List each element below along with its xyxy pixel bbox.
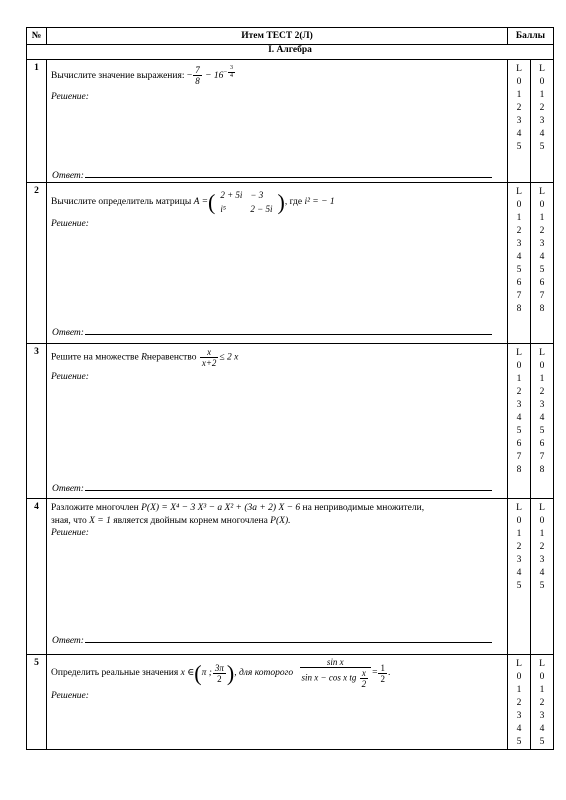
solution-label: Решение: — [51, 92, 89, 103]
answer-line[interactable]: Ответ: — [52, 168, 499, 181]
header-score: Баллы — [508, 28, 554, 45]
question-text: Вычислите определитель матрицы A =( 2 + 5i − 3 i⁵ 2 − 5i ), где i² = − 1 — [51, 187, 503, 217]
score-column-b: L 0 1 2 3 4 5 — [531, 499, 554, 655]
answer-line[interactable]: Ответ: — [52, 633, 499, 646]
answer-line[interactable]: Ответ: — [52, 481, 499, 494]
question-number: 3 — [27, 344, 47, 499]
question-cell — [47, 499, 508, 655]
question-text: Разложите многочлен P(X) = X⁴ − 3 X³ − a X² + (3a + 2) X − 6 на неприводимые множители, зная, что X = 1 является двойным корнем многочлена P(X). — [51, 503, 425, 526]
score-column-a: L 0 1 2 3 4 5 — [508, 499, 531, 655]
score-column-a: L 0 1 2 3 4 5 6 7 8 — [508, 183, 531, 344]
question-row-4 — [27, 499, 554, 655]
section-row — [27, 45, 554, 60]
section-title: I. Алгебра — [27, 45, 554, 60]
solution-label: Решение: — [51, 219, 89, 229]
fraction: $\frac{7}{8}$ — [195, 65, 200, 87]
solution-label: Решение: — [51, 691, 89, 701]
question-cell — [47, 183, 508, 344]
matrix: 2 + 5i − 3 i⁵ 2 − 5i — [220, 190, 273, 214]
question-row-5 — [27, 655, 554, 750]
question-number: 5 — [27, 655, 47, 750]
score-column-a: L 0 1 2 3 4 5 — [508, 60, 531, 183]
score-column-b: L 0 1 2 3 4 5 — [531, 60, 554, 183]
test-table — [26, 27, 554, 750]
question-row-1 — [27, 60, 554, 183]
score-column-b: L 0 1 2 3 4 5 6 7 8 — [531, 183, 554, 344]
score-column-a: L 0 1 2 3 4 5 — [508, 655, 531, 750]
question-row-2 — [27, 183, 554, 344]
question-number: 4 — [27, 499, 47, 655]
question-row-3 — [27, 344, 554, 499]
header-item: Итем ТЕСТ 2(Л) — [47, 28, 508, 45]
header-row — [27, 28, 554, 45]
question-number: 1 — [27, 60, 47, 183]
header-num: № — [27, 28, 47, 45]
solution-label: Решение: — [51, 372, 89, 382]
fraction: $\frac{x}{x+2}$ — [201, 347, 217, 368]
answer-line[interactable]: Ответ: — [52, 325, 499, 338]
question-text: Вычислите значение выражения: − $\frac{7}{8}$ − $16^{- \frac{3}{4}}$ — [51, 65, 234, 87]
question-text: Решите на множестве Rнеравенство $\frac{x}{x+2}$ ≤ 2 x — [51, 347, 239, 368]
question-cell — [47, 655, 508, 750]
score-column-b: L 0 1 2 3 4 5 — [531, 655, 554, 750]
question-cell — [47, 60, 508, 183]
score-column-a: L 0 1 2 3 4 5 6 7 8 — [508, 344, 531, 499]
question-text: Определить реальные значения x ∈(π ; $\frac{3\pi}{2}$ ), для которого sin x sin x − cos x tg $\frac{x}{2}$ = $\frac{1}{2}$ . — [51, 657, 391, 689]
question-number: 2 — [27, 183, 47, 344]
score-column-b: L 0 1 2 3 4 5 6 7 8 — [531, 344, 554, 499]
question-cell — [47, 344, 508, 499]
solution-label: Решение: — [51, 528, 89, 538]
